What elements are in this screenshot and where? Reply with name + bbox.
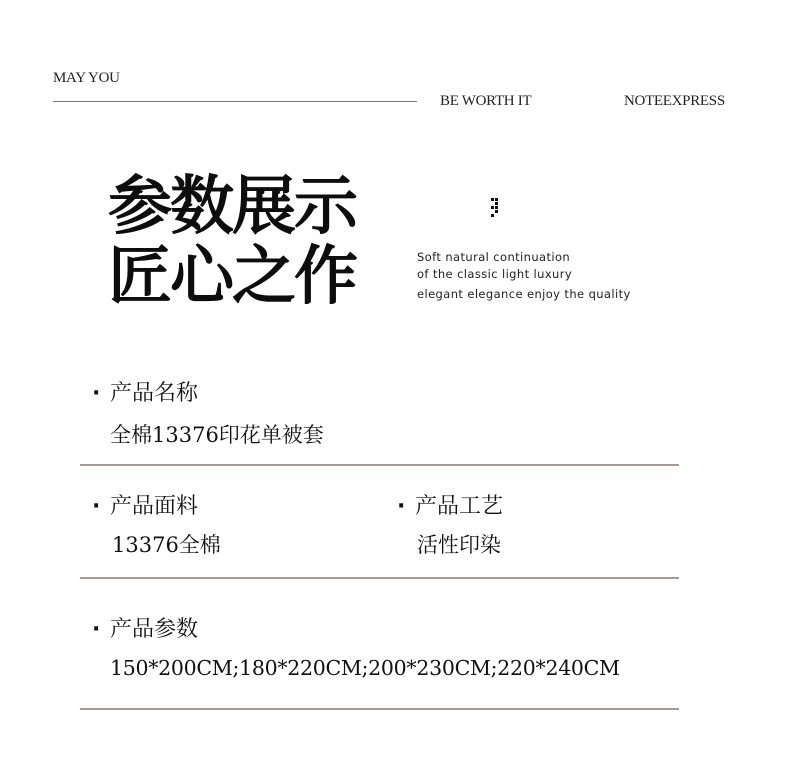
header-rule [53,101,417,102]
spec-name-label-text: 产品名称 [110,381,199,406]
divider-2 [80,577,679,579]
divider-3 [80,708,679,710]
spec-craft-value: 活性印染 [417,533,501,557]
spec-name-label [92,376,198,407]
decorative-dots-icon [490,197,502,219]
hero-title-line2: 匠心之作 [108,240,356,314]
spec-name-value: 全棉13376印花单被套 [110,423,324,447]
brand-left-text: MAY YOU [53,70,120,86]
brand-right-text: NOTEEXPRESS [624,93,725,109]
divider-1 [80,464,679,466]
spec-size-label-text: 产品参数 [110,617,199,642]
tagline-line2: of the classic light luxury [417,267,573,281]
hero-title-line1: 参数展示 [108,170,356,244]
spec-craft-label [397,489,503,520]
bullet: · [397,494,406,519]
bullet: · [92,494,101,519]
spec-craft-label-text: 产品工艺 [415,494,504,519]
spec-fabric-label-text: 产品面料 [110,494,199,519]
bullet: · [92,381,101,406]
spec-fabric-value: 13376全棉 [112,533,221,557]
spec-size-label [92,612,198,643]
bullet: · [92,617,101,642]
spec-fabric-label [92,489,198,520]
tagline-line3: elegant elegance enjoy the quality [417,287,631,301]
brand-mid-text: BE WORTH IT [440,93,532,109]
spec-size-value: 150*200CM;180*220CM;200*230CM;220*240CM [110,656,620,680]
tagline-line1: Soft natural continuation [417,250,571,264]
